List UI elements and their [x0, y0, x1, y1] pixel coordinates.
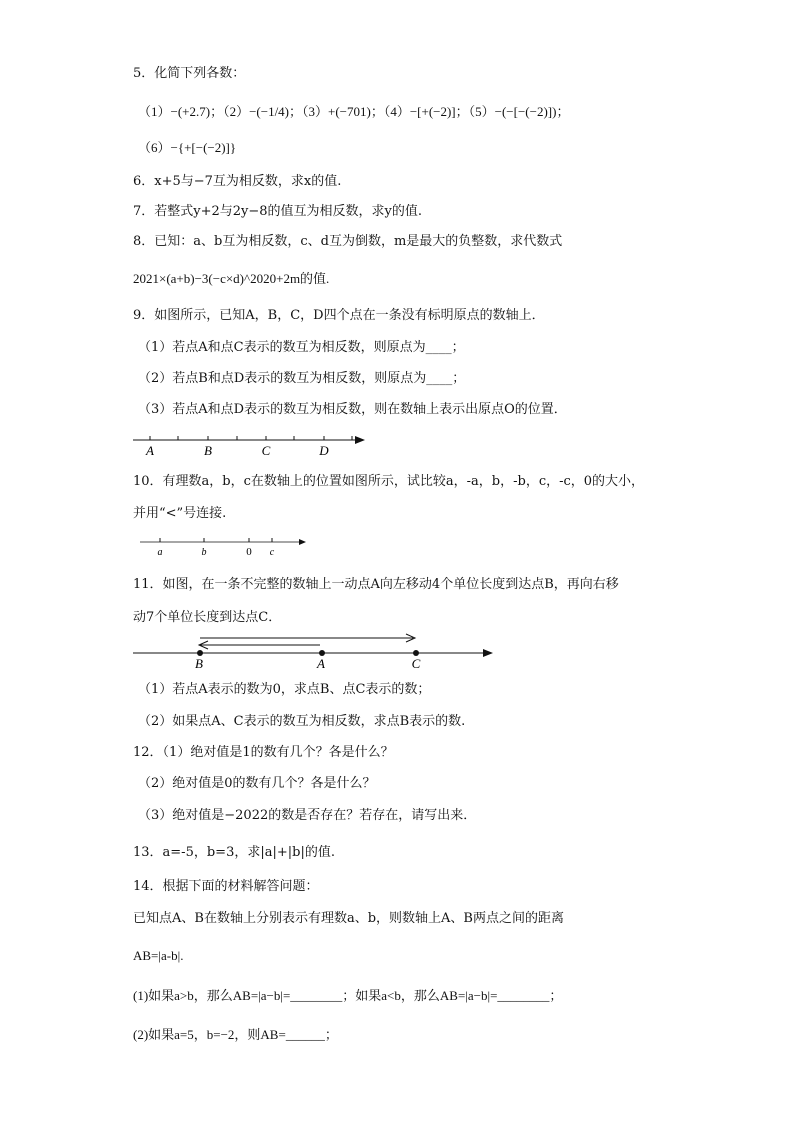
q12-part1: 12．（1）绝对值是1的数有几个？各是什么？ — [133, 745, 394, 760]
q9-part3: （3）若点A和点D表示的数互为相反数，则在数轴上表示出原点O的位置． — [138, 402, 567, 417]
q11-label-a: A — [317, 656, 325, 671]
q9-label-c: C — [261, 443, 271, 458]
q14-line1: 已知点A、B在数轴上分别表示有理数a、b，则数轴上A、B两点之间的距离 — [133, 911, 564, 926]
q10-label-c: c — [269, 547, 275, 558]
q14-title: 14．根据下面的材料解答问题： — [133, 879, 319, 894]
q11-part1: （1）若点A表示的数为0，求点B、点C表示的数； — [138, 682, 431, 697]
q14-part2: (2)如果a=5，b=−2，则AB=______； — [133, 1027, 338, 1042]
q9-label-d: D — [319, 443, 329, 458]
q7-text: 7．若整式y+2与2y−8的值互为相反数，求y的值. — [133, 204, 423, 219]
q11-line1: 11．如图，在一条不完整的数轴上一动点A向左移动4个单位长度到达点B，再向右移 — [133, 577, 619, 592]
q11-label-c: C — [411, 656, 421, 671]
q10-label-zero: 0 — [246, 546, 252, 558]
q9-number-line — [133, 430, 373, 460]
q12-part3: （3）绝对值是−2022的数是否存在？若存在，请写出来． — [138, 808, 477, 823]
q10-label-a: a — [157, 547, 163, 558]
q9-intro: 9．如图所示，已知A，B，C，D四个点在一条没有标明原点的数轴上． — [133, 308, 545, 323]
q10-number-line — [140, 534, 310, 560]
q14-part1: (1)如果a>b，那么AB=|a−b|=________；如果a<b，那么AB=|a−b|=________； — [133, 988, 563, 1003]
q9-label-b: B — [204, 443, 212, 458]
q5-line2: （6）−{+[−(−2)]} — [138, 140, 237, 155]
q8-line2: 2021×(a+b)−3(−c×d)^2020+2m的值. — [133, 271, 330, 286]
q11-part2: （2）如果点A、C表示的数互为相反数，求点B表示的数. — [138, 714, 466, 729]
q9-label-a: A — [146, 443, 154, 458]
q5-title: 5．化简下列各数： — [133, 66, 246, 81]
q10-line2: 并用“<”号连接. — [133, 506, 227, 521]
q12-part2: （2）绝对值是0的数有几个？各是什么？ — [138, 776, 376, 791]
q10-line1: 10．有理数a，b，c在数轴上的位置如图所示，试比较a，-a，b，-b，c，-c，0的大小， — [133, 474, 645, 489]
q11-label-b: B — [195, 656, 203, 671]
q6-text: 6．x+5与−7互为相反数，求x的值. — [133, 174, 342, 189]
q9-part2: （2）若点B和点D表示的数互为相反数，则原点为____； — [138, 371, 466, 386]
q5-line1: （1）−(+2.7)；（2）−(−1/4)；（3）+(−701)；（4）−[+(−2)]；（5）−(−[−(−2)])； — [138, 104, 570, 119]
q9-part1: （1）若点A和点C表示的数互为相反数，则原点为____； — [138, 340, 465, 355]
q13-text: 13．a=-5，b=3，求|a|+|b|的值. — [133, 845, 335, 860]
q14-line2: AB=|a-b|. — [133, 948, 184, 963]
q11-number-line — [133, 632, 498, 674]
q10-label-b: b — [201, 547, 207, 558]
q11-line2: 动7个单位长度到达点C． — [133, 610, 282, 625]
q8-line1: 8．已知：a、b互为相反数，c、d互为倒数，m是最大的负整数，求代数式 — [133, 234, 563, 249]
